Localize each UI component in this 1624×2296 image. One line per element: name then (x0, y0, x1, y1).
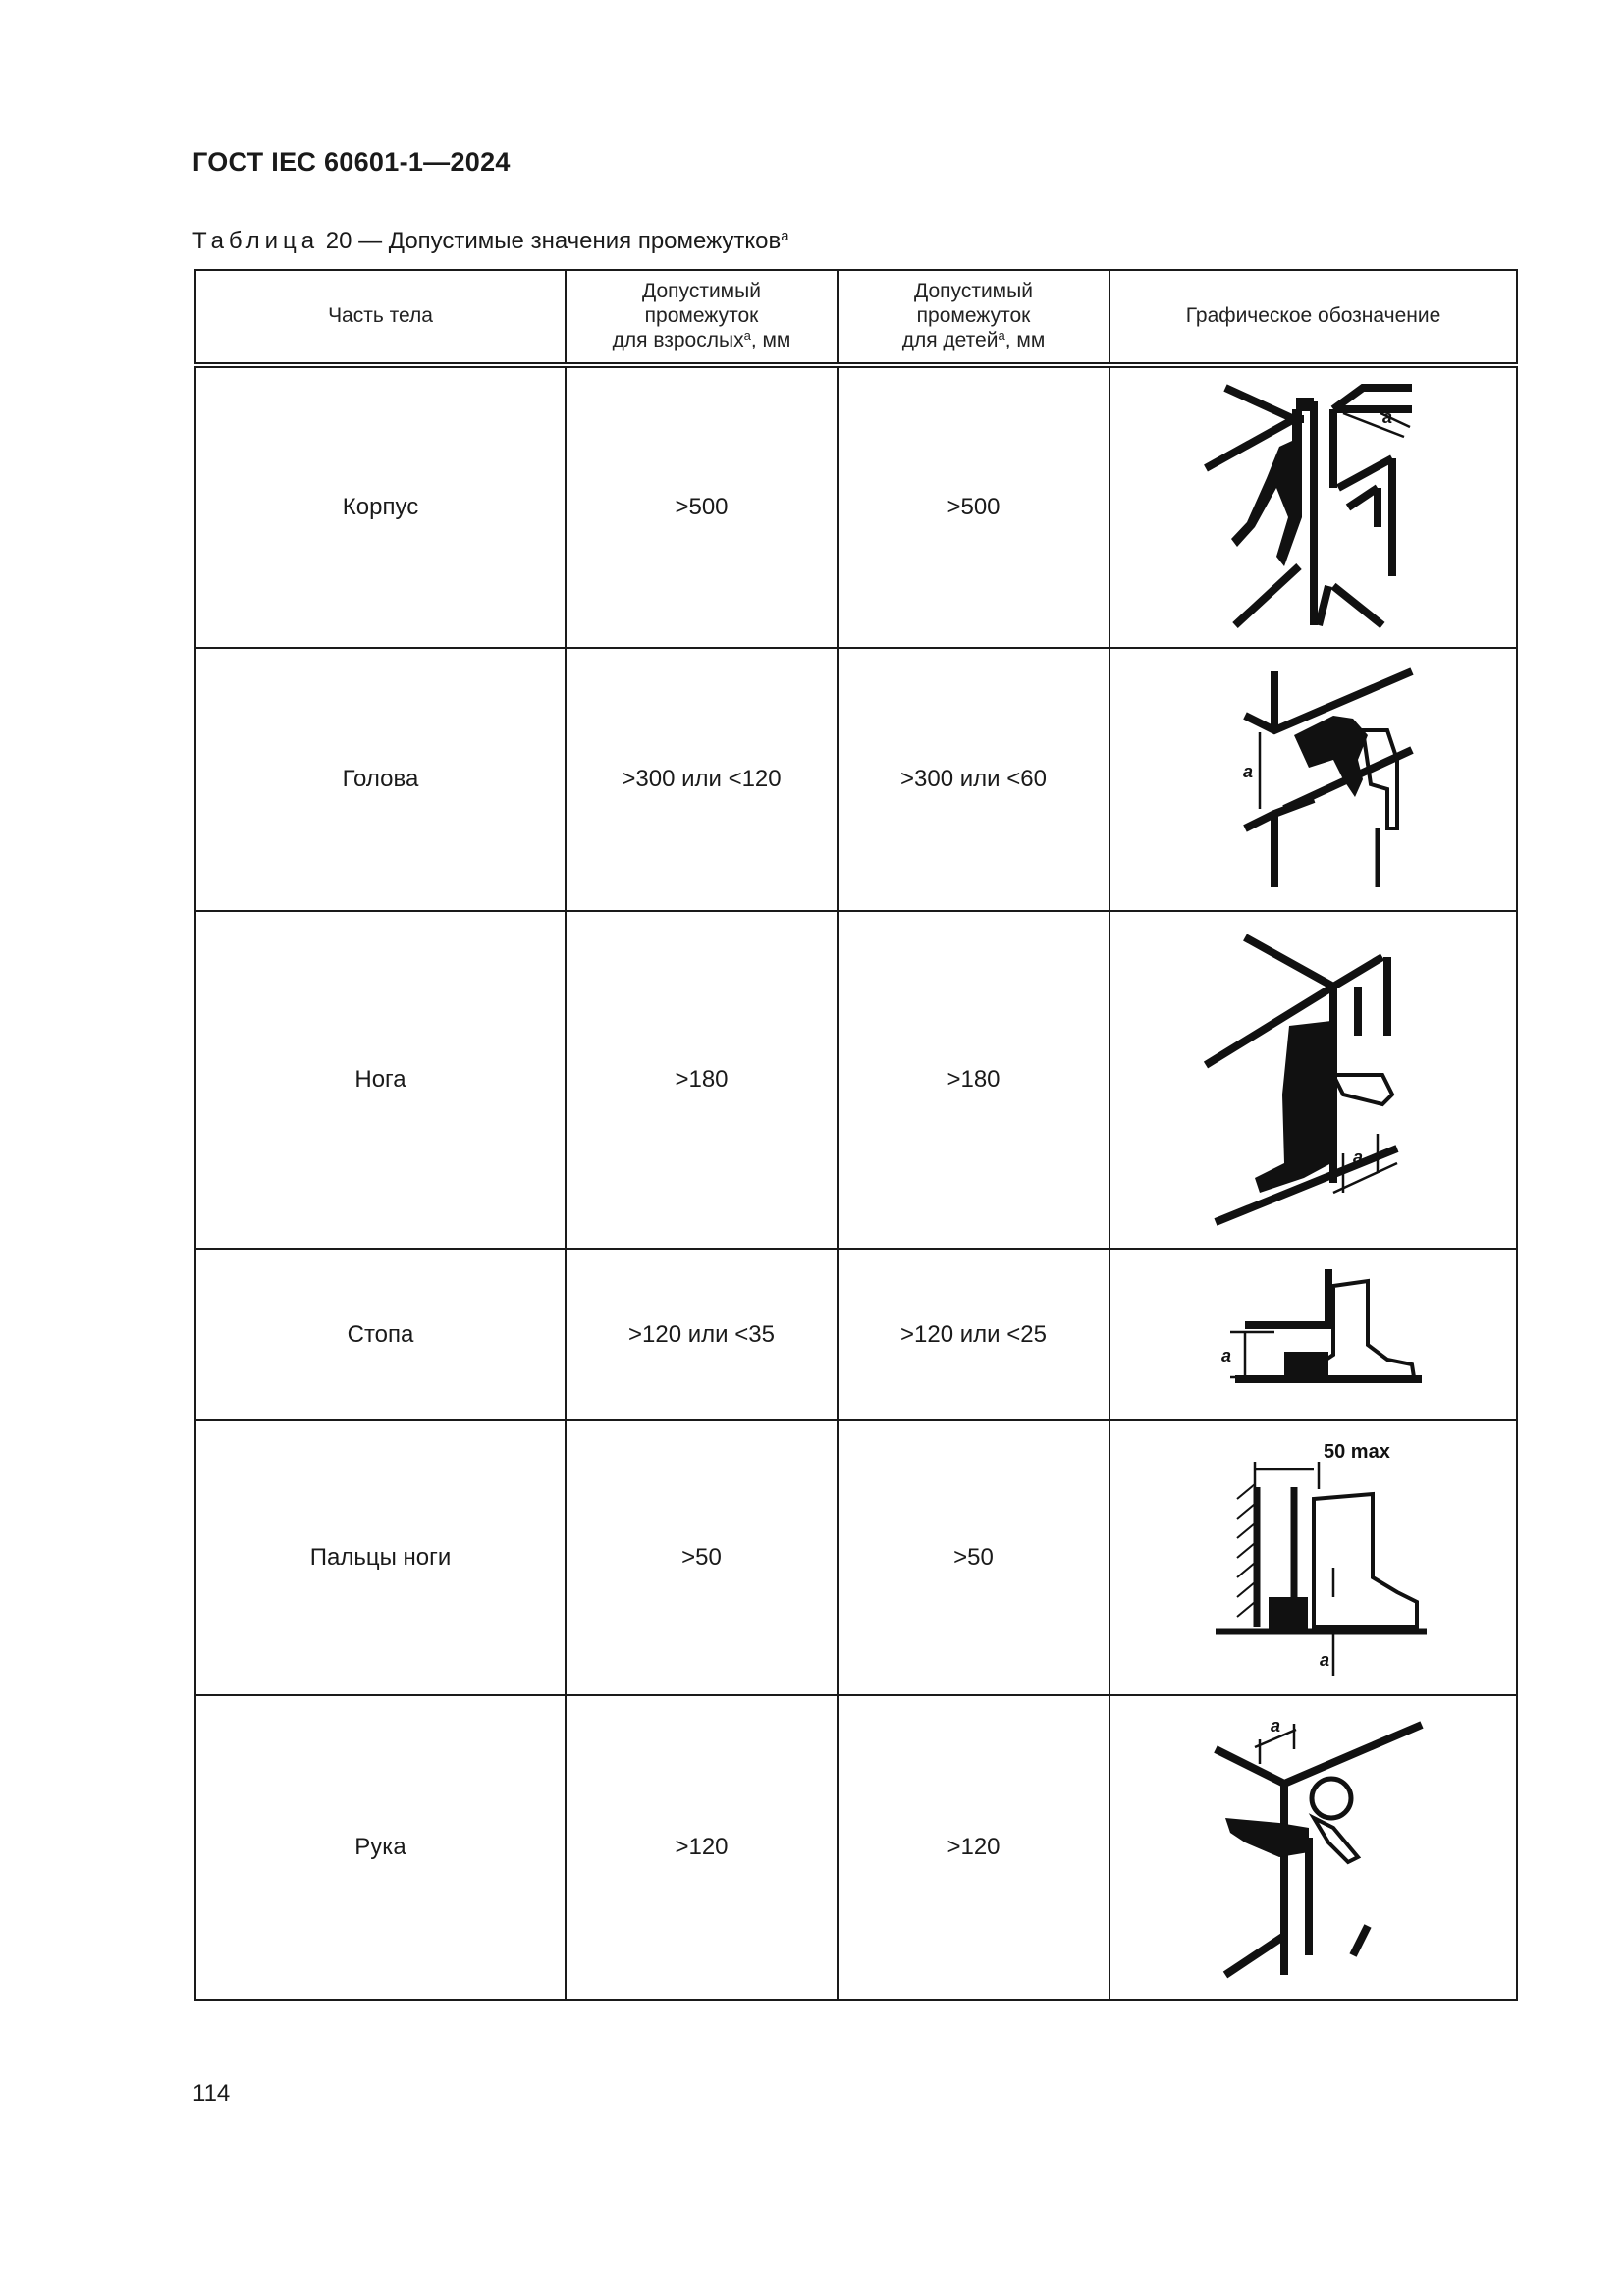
body-part-cell: Пальцы ноги (195, 1420, 566, 1695)
adult-header-unit: , мм (750, 328, 791, 351)
adult-gap-cell: >300 или <120 (566, 648, 838, 911)
table-row (195, 648, 1517, 911)
table-row (195, 911, 1517, 1249)
adult-gap-cell: >500 (566, 365, 838, 648)
graphic-cell (1110, 1420, 1517, 1695)
arm-dimension-label: a (1270, 1716, 1280, 1735)
table-row (195, 1249, 1517, 1420)
leg-dimension-label: a (1352, 1148, 1363, 1167)
leg-gap-icon (1186, 928, 1441, 1232)
head-dimension-label: a (1242, 762, 1253, 781)
child-gap-cell: >50 (838, 1420, 1110, 1695)
arm-gap-icon (1186, 1710, 1441, 1985)
table-row (195, 1695, 1517, 2000)
column-header-graphic: Графическое обозначение (1110, 270, 1517, 365)
body-part-cell: Голова (195, 648, 566, 911)
child-header-line2: промежуток (916, 304, 1031, 328)
foot-gap-icon (1186, 1261, 1441, 1409)
graphic-cell (1110, 1249, 1517, 1420)
table-header-row (195, 270, 1517, 365)
adult-footnote-mark: a (743, 327, 751, 343)
caption-footnote-mark: a (781, 228, 789, 244)
gap-table (194, 269, 1518, 2001)
child-header-unit: , мм (1004, 328, 1046, 351)
child-header-line1: Допустимый (914, 280, 1033, 303)
document-header: ГОСТ IEC 60601-1—2024 (192, 147, 511, 177)
page-number: 114 (192, 2080, 231, 2107)
table-row (195, 365, 1517, 648)
graphic-cell (1110, 911, 1517, 1249)
column-header-body-part: Часть тела (195, 270, 566, 365)
caption-text: 20 — Допустимые значения промежутков (319, 228, 782, 254)
adult-header-line3: для взрослых (612, 328, 744, 351)
body-part-cell: Стопа (195, 1249, 566, 1420)
table-row (195, 1420, 1517, 1695)
toes-max-label: 50 max (1323, 1441, 1390, 1463)
child-gap-cell: >120 (838, 1695, 1110, 2000)
adult-gap-cell: >120 (566, 1695, 838, 2000)
torso-gap-icon (1186, 380, 1441, 635)
child-gap-cell: >500 (838, 365, 1110, 648)
child-gap-cell: >120 или <25 (838, 1249, 1110, 1420)
table-caption (192, 228, 789, 255)
column-header-child (838, 270, 1110, 365)
adult-gap-cell: >180 (566, 911, 838, 1249)
body-part-cell: Нога (195, 911, 566, 1249)
body-part-cell: Корпус (195, 365, 566, 648)
caption-label: Таблица (192, 228, 320, 254)
toes-dimension-label: a (1319, 1650, 1329, 1670)
adult-gap-cell: >50 (566, 1420, 838, 1695)
toes-gap-icon (1186, 1430, 1441, 1685)
graphic-cell (1110, 648, 1517, 911)
column-header-adult (566, 270, 838, 365)
torso-dimension-label: a (1381, 407, 1392, 427)
child-footnote-mark: a (998, 327, 1005, 343)
child-header-line3: для детей (901, 328, 999, 351)
body-part-cell: Рука (195, 1695, 566, 2000)
graphic-cell (1110, 365, 1517, 648)
child-gap-cell: >180 (838, 911, 1110, 1249)
adult-header-line1: Допустимый (642, 280, 761, 303)
adult-header-line2: промежуток (644, 304, 759, 328)
head-gap-icon (1186, 662, 1441, 897)
foot-dimension-label: a (1220, 1345, 1231, 1365)
child-gap-cell: >300 или <60 (838, 648, 1110, 911)
adult-gap-cell: >120 или <35 (566, 1249, 838, 1420)
graphic-cell (1110, 1695, 1517, 2000)
